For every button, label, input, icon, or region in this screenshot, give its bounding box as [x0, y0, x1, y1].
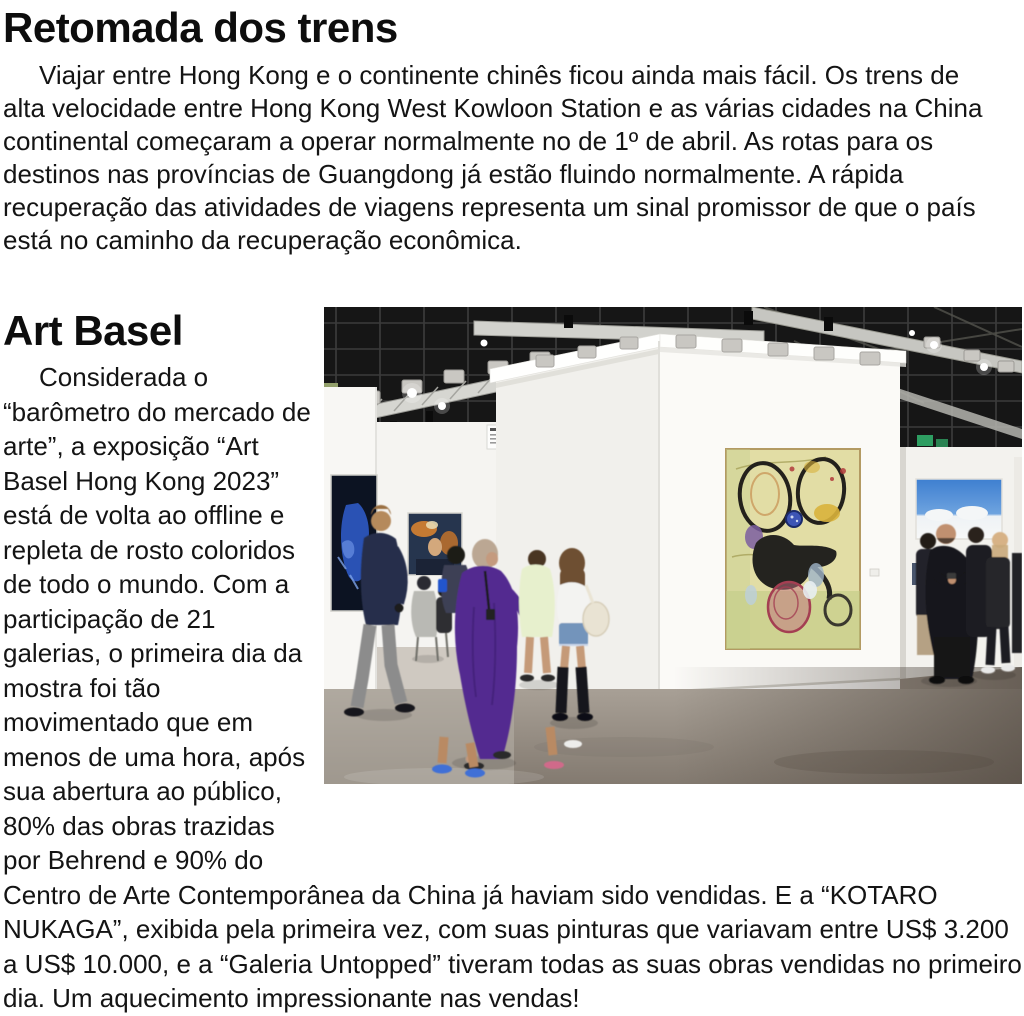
section-title-retomada: Retomada dos trens: [3, 4, 398, 51]
art-basel-photo: [324, 307, 1022, 784]
section-art-basel: [3, 307, 1022, 1016]
section-title-art-basel: Art Basel: [3, 307, 183, 355]
photo-painting-abstract: [726, 449, 860, 649]
section-body-art-basel: Considerada o “barômetro do mercado de arte”, a exposição “Art Basel Hong Kong 2023” está de volta ao offline e repleta de rosto coloridos de todo o mundo. Com a participação de 21 galerias, o primeira dia da mostra foi tão movimentado que em menos de uma hora, após sua abertura ao público, 80% das obras trazidas por Behrend e 90% do Centro de Arte Contemporânea da China já haviam sido vendidas. E a “KOTARO NUKAGA”, exibida pela primeira vez, com suas pinturas que variavam entre US$ 3.200 a US$ 10.000, e a “Galeria Untopped” tiveram todas as suas obras vendidas no primeiro dia. Um aquecimento impressionante nas vendas!: [3, 362, 1022, 1014]
art-fair-scene-illustration: [324, 307, 1022, 784]
section-body-retomada: Viajar entre Hong Kong e o continente chinês ficou ainda mais fácil. Os trens de alta velocidade entre Hong Kong West Kowloon Station e as várias cidades na China continental começaram a operar normalmente no de 1º de abril. As rotas para os destinos nas províncias de Guangdong já estão fluindo normalmente. A rápida recuperação das atividades de viagens representa um sinal promissor de que o país está no caminho da recuperação econômica.: [3, 60, 983, 256]
